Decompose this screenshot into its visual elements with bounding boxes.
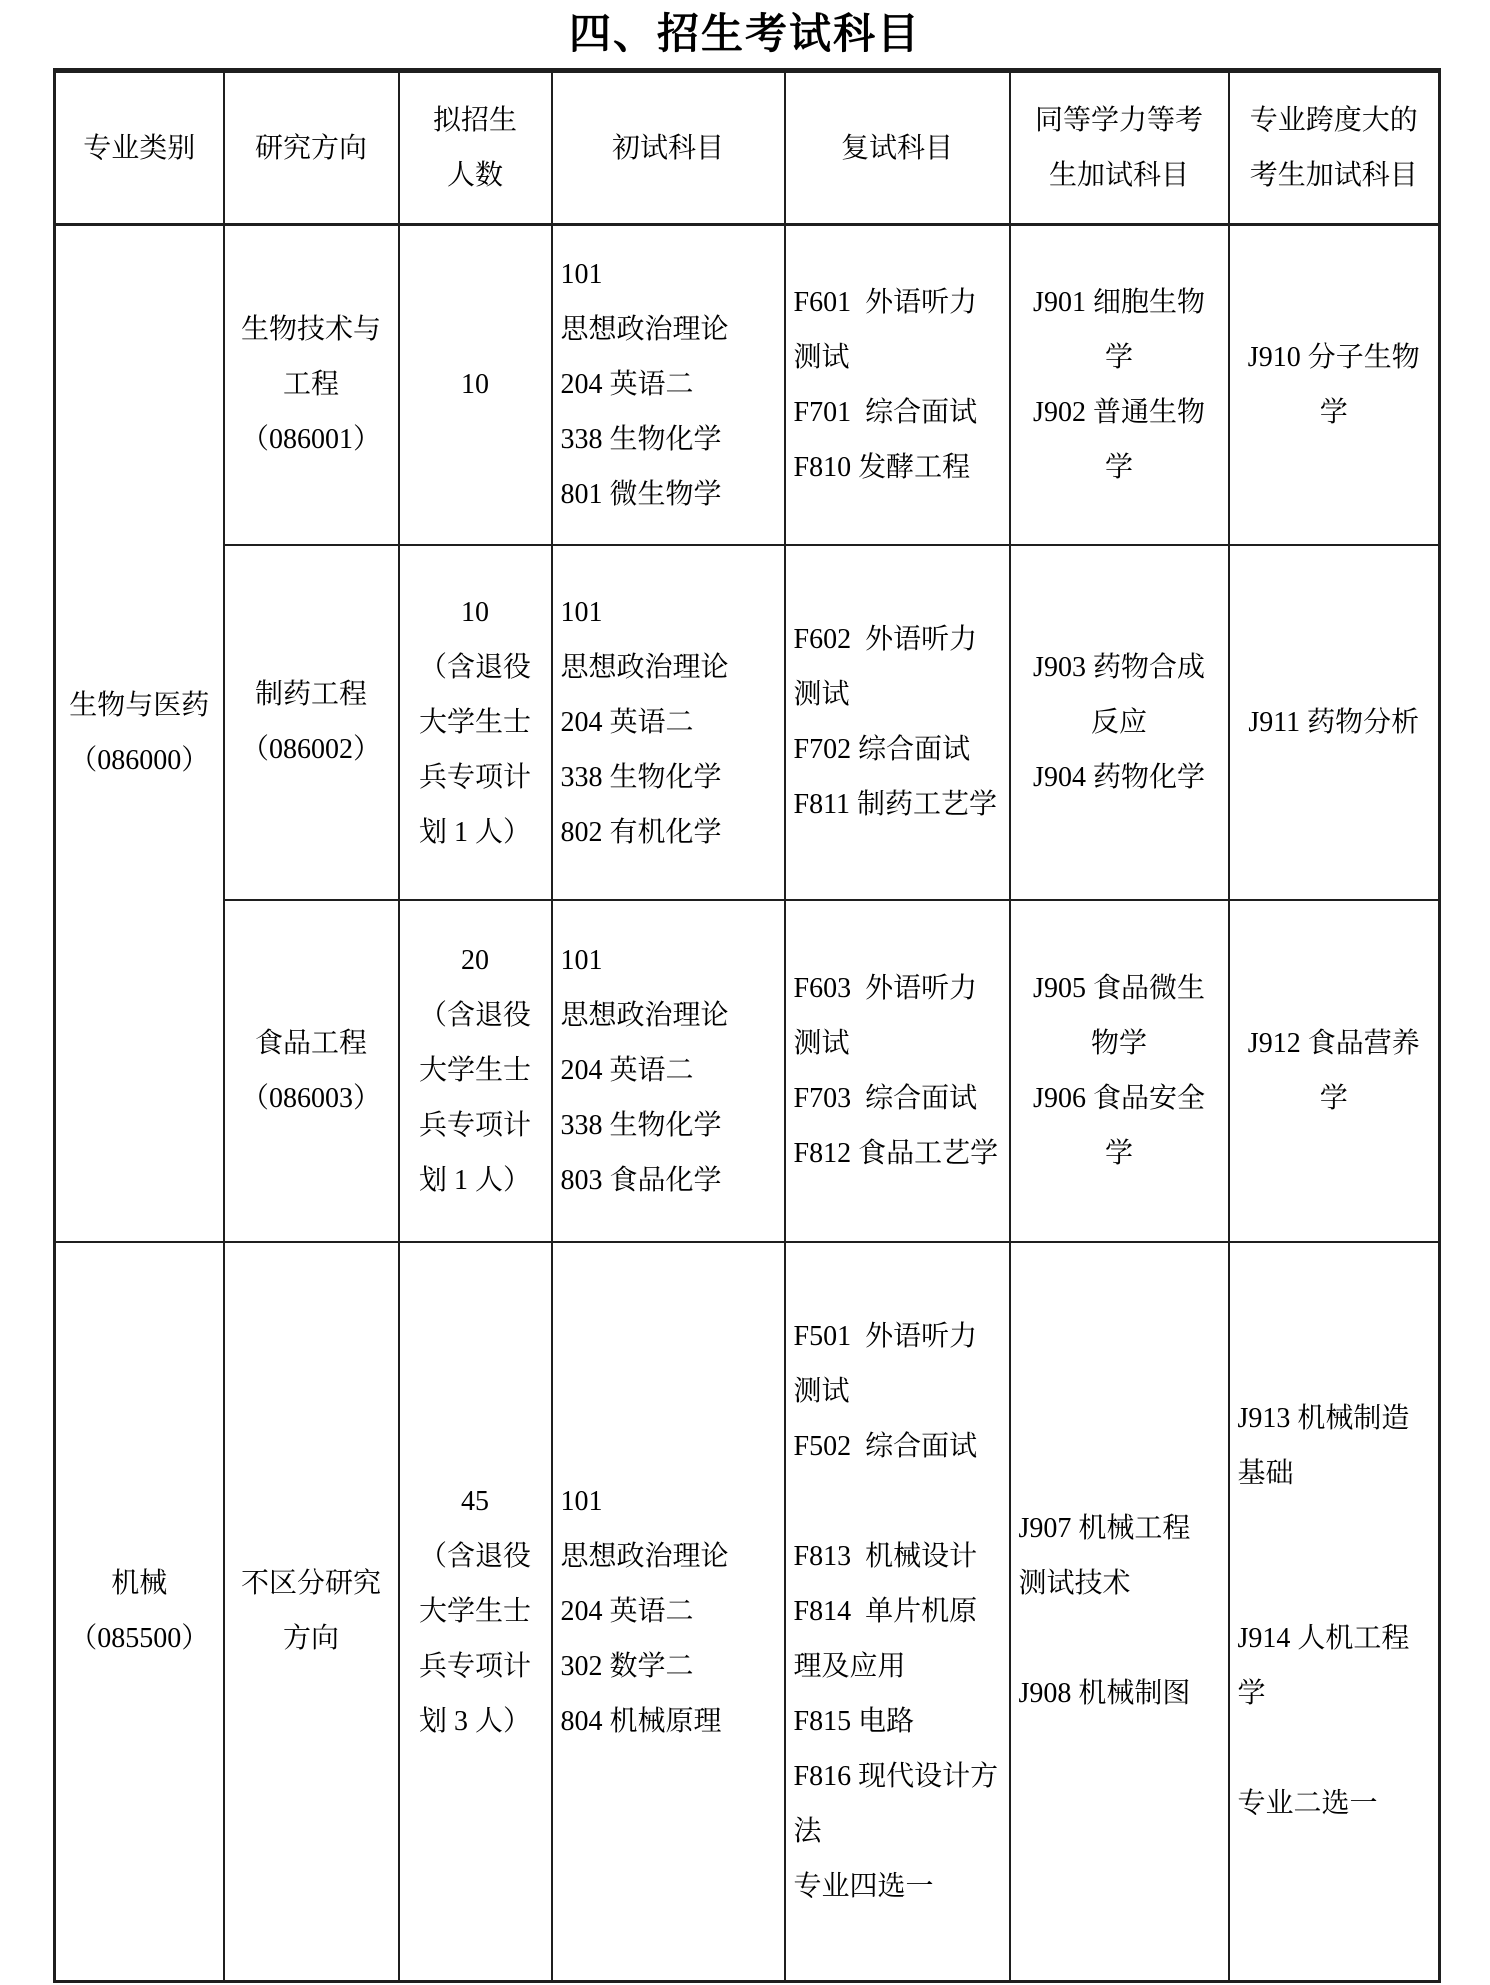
cell-line: J902 普通生物 (1033, 396, 1205, 428)
table-cell (1229, 545, 1440, 900)
cell-line: F701 综合面试 (793, 396, 978, 428)
cell-line: J910 分子生物 (1247, 341, 1420, 373)
cell-line: 101 (560, 1485, 603, 1517)
cell-line: 学 (1104, 341, 1133, 373)
cell-line: 反应 (1090, 706, 1147, 738)
cell-line: F814 单片机原 (793, 1595, 978, 1627)
cell-line: 学 (1104, 451, 1133, 483)
table-cell (1010, 545, 1229, 900)
cell-line: 学 (1319, 396, 1348, 428)
cell-line: 划 1 人） (418, 816, 531, 848)
cell-line: （086001） (240, 424, 381, 456)
header-cell (785, 71, 1010, 225)
table-cell (1010, 1242, 1229, 1982)
cell-line: 338 生物化学 (560, 1110, 722, 1141)
table-cell (399, 900, 552, 1242)
cell-line: （含退役 (418, 1000, 531, 1031)
header-cell (55, 71, 224, 225)
cell-line: 思想政治理论 (560, 1540, 729, 1572)
table-cell (224, 1242, 399, 1982)
cell-line: 测试技术 (1018, 1568, 1131, 1600)
cell-line: F502 综合面试 (793, 1430, 978, 1462)
cell-line: J913 机械制造 (1237, 1403, 1410, 1435)
cell-line: 10 (461, 596, 489, 628)
cell-line: J906 食品安全 (1033, 1082, 1205, 1114)
cell-line: F815 电路 (793, 1705, 915, 1737)
cell-line: 思想政治理论 (560, 314, 729, 346)
cell-line: 204 英语二 (560, 1595, 694, 1627)
cell-line: 45 (461, 1485, 489, 1517)
table-cell (785, 1242, 1010, 1982)
cell-line: 大学生士 (418, 706, 531, 738)
cell-line: J903 药物合成 (1033, 651, 1205, 683)
cell-line: 法 (793, 1815, 822, 1847)
table-cell (552, 225, 785, 545)
header-cell (552, 71, 785, 225)
cell-line: J912 食品营养 (1247, 1027, 1420, 1059)
cell-line: 204 英语二 (560, 369, 694, 401)
cell-line: J911 药物分析 (1248, 706, 1420, 738)
cell-line: 大学生士 (418, 1595, 531, 1627)
table-cell (785, 900, 1010, 1242)
cell-line: 专业跨度大的 (1249, 105, 1418, 136)
cell-line: 物学 (1090, 1027, 1147, 1059)
cell-line: F501 外语听力 (793, 1320, 978, 1352)
cell-line: 803 食品化学 (560, 1165, 722, 1196)
table-cell (1229, 1242, 1440, 1982)
cell-line: 专业二选一 (1237, 1788, 1378, 1820)
cell-line: 测试 (793, 1027, 850, 1059)
cell-line: 理及应用 (793, 1650, 906, 1682)
cell-line: 学 (1319, 1082, 1348, 1114)
table-header-row (55, 71, 1440, 225)
cell-line: F703 综合面试 (793, 1082, 978, 1114)
header-cell (1010, 71, 1229, 225)
header-cell (399, 71, 552, 225)
cell-line: 101 (560, 945, 603, 976)
cell-line: 机械 (111, 1568, 168, 1600)
cell-line: 生加试科目 (1048, 160, 1189, 191)
cell-line: （含退役 (418, 651, 531, 683)
cell-line: 拟招生 (432, 105, 517, 136)
cell-line: 食品工程 (254, 1027, 367, 1059)
cell-line: J914 人机工程 (1237, 1623, 1410, 1655)
cell-line: 10 (461, 369, 489, 401)
table-row (55, 545, 1440, 900)
cell-line: 生物与医药 (69, 690, 210, 722)
cell-line: F601 外语听力 (793, 286, 978, 318)
table-cell (1229, 900, 1440, 1242)
cell-line: 研究方向 (254, 132, 367, 164)
page-title: 四、招生考试科目 (568, 10, 921, 57)
table-cell (1010, 225, 1229, 545)
cell-line: 学 (1104, 1137, 1133, 1169)
cell-line: F602 外语听力 (793, 624, 978, 655)
cell-line: 考生加试科目 (1249, 160, 1418, 191)
table-cell (55, 1242, 224, 1982)
cell-line: F603 外语听力 (793, 972, 978, 1004)
cell-line: F813 机械设计 (793, 1540, 978, 1572)
table-cell (224, 545, 399, 900)
table-cell (399, 225, 552, 545)
cell-line: 同等学力等考 (1034, 105, 1203, 136)
table-cell (224, 225, 399, 545)
cell-line: 204 英语二 (560, 706, 694, 738)
cell-line: F810 发酵工程 (793, 451, 971, 483)
table-cell (552, 900, 785, 1242)
cell-line: 基础 (1237, 1458, 1294, 1490)
cell-line: J907 机械工程 (1018, 1513, 1191, 1545)
cell-line: 生物技术与 (240, 314, 381, 346)
cell-line: J904 药物化学 (1033, 761, 1205, 793)
table-cell (552, 545, 785, 900)
table-cell (399, 1242, 552, 1982)
table-row (55, 225, 1440, 545)
cell-line: 划 1 人） (418, 1165, 531, 1196)
cell-line: 思想政治理论 (560, 1000, 729, 1031)
cell-line: （085500） (69, 1623, 210, 1655)
cell-line: 复试科目 (840, 132, 953, 164)
table-cell (1229, 225, 1440, 545)
table-cell (1010, 900, 1229, 1242)
cell-line: （086003） (240, 1082, 381, 1114)
cell-line: 兵专项计 (418, 1110, 531, 1141)
table-cell (399, 545, 552, 900)
cell-line (1238, 1501, 1431, 1556)
cell-line: F811 制药工艺学 (793, 789, 998, 820)
cell-line: （含退役 (418, 1540, 531, 1572)
cell-line: 思想政治理论 (560, 651, 729, 683)
table-cell (552, 1242, 785, 1982)
cell-line: 338 生物化学 (560, 761, 722, 793)
cell-line (794, 1474, 1001, 1529)
cell-line: 制药工程 (254, 679, 367, 710)
admission-exam-subjects-table (53, 68, 1441, 1983)
cell-line: 101 (560, 596, 603, 628)
cell-line: 101 (560, 259, 603, 291)
cell-line: 测试 (793, 1375, 850, 1407)
cell-line: 方向 (282, 1623, 339, 1655)
cell-line: F702 综合面试 (793, 734, 971, 765)
cell-line: 804 机械原理 (560, 1705, 722, 1737)
cell-line: 204 英语二 (560, 1055, 694, 1086)
cell-line: 大学生士 (418, 1055, 531, 1086)
cell-line: 初试科目 (611, 132, 724, 164)
table-cell (55, 225, 224, 1242)
table-cell (785, 225, 1010, 545)
table-row (55, 1242, 1440, 1982)
cell-line: 20 (461, 945, 489, 976)
header-cell (224, 71, 399, 225)
cell-line: （086002） (240, 734, 381, 765)
cell-line: 不区分研究 (240, 1568, 381, 1600)
cell-line: 专业四选一 (793, 1870, 934, 1902)
cell-line: 工程 (282, 369, 339, 401)
cell-line: F812 食品工艺学 (793, 1137, 999, 1169)
header-cell (1229, 71, 1440, 225)
cell-line: （086000） (69, 745, 210, 777)
table-cell (785, 545, 1010, 900)
cell-line: 划 3 人） (418, 1705, 531, 1737)
table-row (55, 900, 1440, 1242)
cell-line: J905 食品微生 (1033, 972, 1205, 1004)
cell-line: J901 细胞生物 (1033, 286, 1205, 318)
cell-line: 学 (1237, 1678, 1266, 1710)
cell-line: 人数 (446, 160, 503, 191)
cell-line: 测试 (793, 679, 850, 710)
cell-line: 专业类别 (83, 132, 196, 164)
cell-line (1238, 1721, 1431, 1776)
cell-line: 兵专项计 (418, 761, 531, 793)
cell-line: J908 机械制图 (1018, 1678, 1191, 1710)
cell-line (1238, 1556, 1431, 1611)
cell-line (1019, 1611, 1220, 1666)
cell-line: 测试 (793, 341, 850, 373)
table-cell (224, 900, 399, 1242)
cell-line: 兵专项计 (418, 1650, 531, 1682)
cell-line: 802 有机化学 (560, 816, 722, 848)
cell-line: 801 微生物学 (560, 479, 722, 511)
cell-line: F816 现代设计方 (793, 1760, 999, 1792)
cell-line: 338 生物化学 (560, 424, 722, 456)
cell-line: 302 数学二 (560, 1650, 694, 1682)
